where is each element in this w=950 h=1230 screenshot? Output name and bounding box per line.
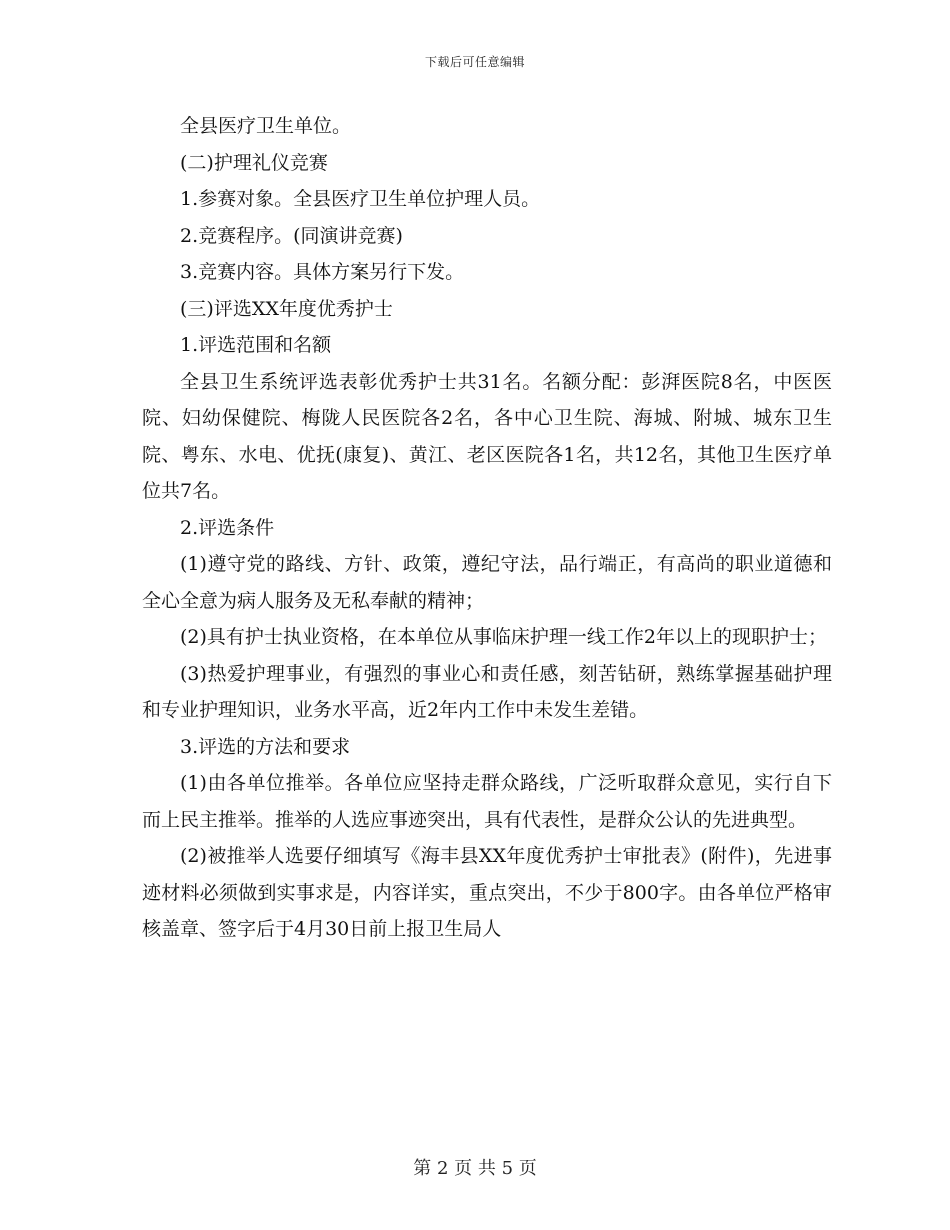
paragraph: 全县医疗卫生单位。: [180, 115, 352, 137]
list-item: (2)具有护士执业资格，在本单位从事临床护理一线工作2年以上的现职护士；: [180, 626, 828, 648]
section-heading: (三)评选XX年度优秀护士: [180, 297, 393, 320]
list-item: (3)热爱护理事业，有强烈的事业心和责任感，刻苦钻研，熟练掌握基础护理和专业护理知识，业务水平高，近2年内工作中未发生差错。: [142, 662, 832, 721]
page-header: 下载后可任意编辑: [424, 55, 525, 69]
list-item: (2)被推举人选要仔细填写《海丰县XX年度优秀护士审批表》(附件)，先进事迹材料必须做到实事求是，内容详实，重点突出，不少于800字。由各单位严格审核盖章、签字后于4月30日前上报卫生局人: [142, 845, 832, 940]
page-number: 第 2 页 共 5 页: [413, 1158, 537, 1179]
document-body: [142, 108, 832, 948]
list-item: (1)由各单位推举。各单位应坚持走群众路线，广泛听取群众意见，实行自下而上民主推举。推举的人选应事迹突出，具有代表性，是群众公认的先进典型。: [142, 772, 832, 831]
paragraph: 2.竞赛程序。(同演讲竞赛): [180, 224, 403, 247]
paragraph: 1.参赛对象。全县医疗卫生单位护理人员。: [180, 188, 541, 210]
subsection-heading: 1.评选范围和名额: [180, 334, 332, 356]
section-heading: (二)护理礼仪竞赛: [180, 151, 328, 174]
subsection-heading: 3.评选的方法和要求: [180, 735, 351, 758]
paragraph: 全县卫生系统评选表彰优秀护士共31名。名额分配：彭湃医院8名，中医医院、妇幼保健院、梅陇人民医院各2名，各中心卫生院、海城、附城、城东卫生院、粤东、水电、优抚(康复)、黄江、老区医院各1名，共12名，其他卫生医疗单位共7名。: [142, 370, 832, 502]
list-item: (1)遵守党的路线、方针、政策，遵纪守法，品行端正，有高尚的职业道德和全心全意为病人服务及无私奉献的精神；: [142, 553, 832, 612]
paragraph: 3.竞赛内容。具体方案另行下发。: [180, 261, 465, 283]
subsection-heading: 2.评选条件: [180, 516, 275, 539]
